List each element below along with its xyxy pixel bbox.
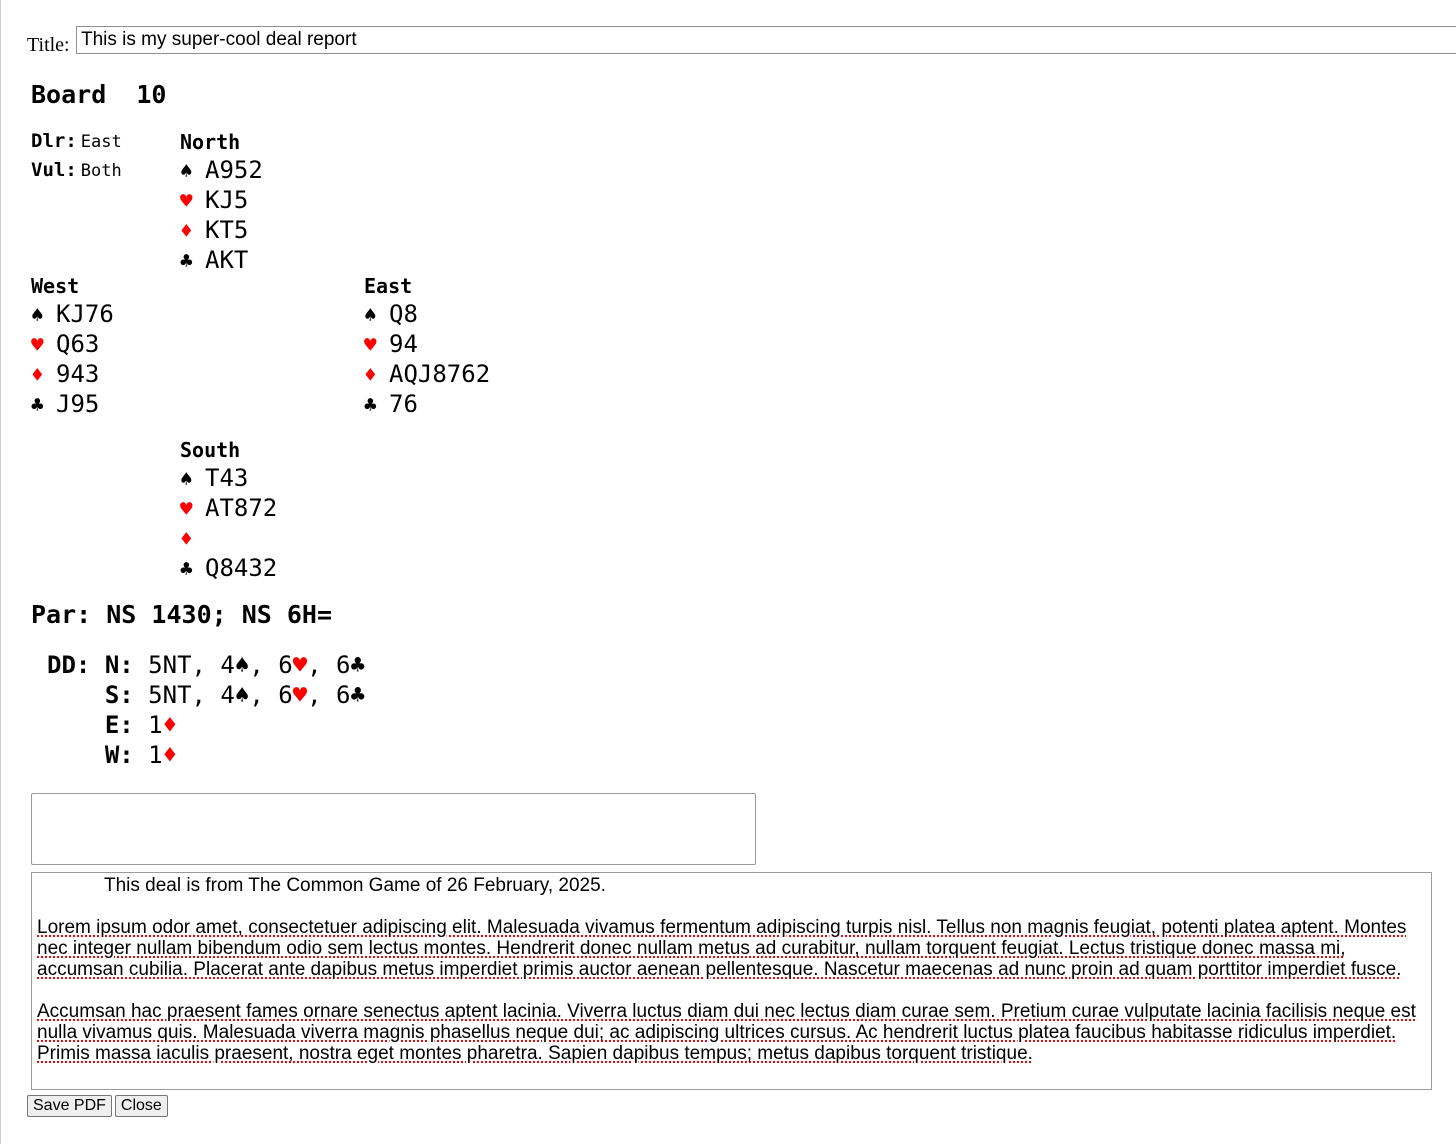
north-spades: ♠ A952 [180,156,263,184]
spade-icon: ♠ [180,159,193,183]
north-hearts: ♥ KJ5 [180,186,249,214]
club-icon: ♣ [180,249,193,273]
dd-seat: S: [104,681,134,709]
dd-seat: E: [104,711,134,739]
double-dummy-table [47,650,365,770]
west-clubs: ♣ J95 [31,390,100,418]
east-hand [364,273,490,419]
vul-info [31,159,122,181]
board-label: Board [31,80,107,109]
east-diamonds: ♦ AQJ8762 [364,360,491,388]
notes-textarea[interactable] [31,793,756,865]
dd-seat: W: [104,741,134,769]
editor-paragraph-2: Accumsan hac praesent fames ornare senectus aptent lacinia. Viverra luctus diam dui nec lectus diam curae sem. Pretium curae vulputate lacinia facilisis neque est nulla vivamus quis. Malesuada viverra magnis phasellus neque dui; ac adipiscing ultrices cursus. Ac hendrerit luctus platea faucibus habitasse ridiculus imperdiet. Primis massa iaculis praesent, nostra eget montes pharetra. Sapien dapibus tempus; metus dapibus torquent tristique. [37,1001,1416,1064]
diamond-icon: ♦ [180,527,193,551]
title-label: Title: [27,34,70,56]
dealer-value: East [80,132,122,152]
dd-row-e: E: 1♦ [104,711,178,739]
north-name: North [180,130,241,154]
dealer-info [31,130,122,152]
west-diamonds: ♦ 943 [31,360,100,388]
west-spades: ♠ KJ76 [31,300,114,328]
west-hand [31,273,114,419]
north-hand [180,129,263,275]
heart-icon: ♥ [292,651,308,679]
diamond-icon: ♦ [31,363,44,387]
heart-icon: ♥ [31,333,44,357]
dealer-label: Dlr: [31,130,77,152]
north-diamonds: ♦ KT5 [180,216,249,244]
south-hand [180,437,277,583]
spade-icon: ♠ [180,467,193,491]
dd-row-s: S: 5NT, 4♠, 6♥, 6♣ [104,681,365,709]
south-name: South [180,438,241,462]
east-spades: ♠ Q8 [364,300,418,328]
editor-intro: This deal is from The Common Game of 26 February, 2025. [104,875,606,896]
south-spades: ♠ T43 [180,464,249,492]
dd-row-w: W: 1♦ [104,741,178,769]
diamond-icon: ♦ [162,711,178,739]
spade-icon: ♠ [234,681,250,709]
save-pdf-button[interactable]: Save PDF [27,1095,112,1117]
heart-icon: ♥ [292,681,308,709]
club-icon: ♣ [180,557,193,581]
east-hearts: ♥ 94 [364,330,418,358]
east-clubs: ♣ 76 [364,390,418,418]
close-button[interactable]: Close [115,1095,168,1117]
diamond-icon: ♦ [364,363,377,387]
club-icon: ♣ [364,393,377,417]
dd-seat: N: [104,651,134,679]
action-buttons [27,1095,171,1119]
dd-row-n: DD: N: 5NT, 4♠, 6♥, 6♣ [47,651,365,679]
club-icon: ♣ [350,651,365,679]
east-name: East [364,274,413,298]
vul-label: Vul: [31,159,77,181]
par-result: Par: NS 1430; NS 6H= [31,600,333,629]
club-icon: ♣ [350,681,365,709]
diamond-icon: ♦ [180,219,193,243]
west-name: West [31,274,80,298]
report-editor[interactable] [31,872,1432,1090]
vul-value: Both [80,161,122,181]
spade-icon: ♠ [234,651,250,679]
board-number: 10 [136,80,167,109]
south-clubs: ♣ Q8432 [180,554,278,582]
editor-paragraph-1: Lorem ipsum odor amet, consectetuer adipiscing elit. Malesuada vivamus fermentum adipiscing turpis nisl. Tellus non magnis feugiat, potenti platea aptent. Montes nec integer nullam bibendum odio sem lectus montes. Hendrerit donec nullam metus ad curabitur, nullam torquent feugiat. Lectus tristique donec massa mi, accumsan cubilia. Placerat ante dapibus metus imperdiet primis auctor aenean pellentesque. Nascetur maecenas ad nunc proin ad quam porttitor imperdiet fusce. [37,917,1407,980]
heart-icon: ♥ [364,333,377,357]
title-row [27,26,1456,56]
heart-icon: ♥ [180,497,193,521]
diamond-icon: ♦ [162,741,178,769]
deal-diagram [31,76,631,776]
title-input[interactable] [76,26,1456,54]
board-title [31,80,166,109]
club-icon: ♣ [31,393,44,417]
west-hearts: ♥ Q63 [31,330,100,358]
north-clubs: ♣ AKT [180,246,249,274]
south-diamonds [180,523,277,553]
spade-icon: ♠ [31,303,44,327]
south-hearts: ♥ AT872 [180,494,278,522]
spade-icon: ♠ [364,303,377,327]
dd-label: DD: [47,651,91,679]
heart-icon: ♥ [180,189,193,213]
